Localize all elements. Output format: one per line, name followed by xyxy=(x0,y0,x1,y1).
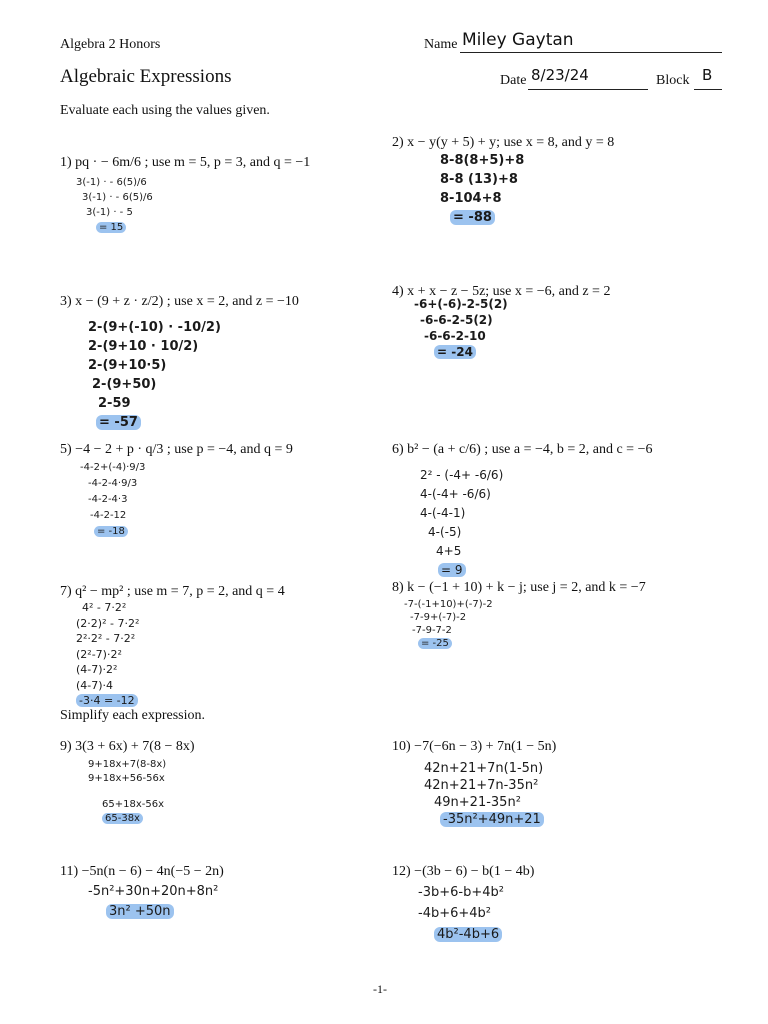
work-step: 9+18x+56-56x xyxy=(88,773,165,784)
problem-expression: x + x − z − 5z; use x = −6, and z = 2 xyxy=(407,284,611,299)
work-12 xyxy=(418,882,504,945)
problem-8 xyxy=(392,580,646,596)
problem-number: 4) xyxy=(392,284,404,299)
work-step: 65+18x-56x xyxy=(102,799,164,810)
problem-10 xyxy=(392,739,556,755)
problem-5 xyxy=(60,442,293,458)
problem-7 xyxy=(60,584,285,600)
work-step: 8-8(8+5)+8 xyxy=(440,153,525,168)
instructions-simplify: Simplify each expression. xyxy=(60,708,206,723)
problem-number: 3) xyxy=(60,294,72,309)
problem-expression: −4 − 2 + p · q/3 ; use p = −4, and q = 9 xyxy=(75,442,293,457)
work-step: 3(-1) · - 5 xyxy=(86,207,133,218)
problem-12 xyxy=(392,864,534,880)
problem-2 xyxy=(392,135,614,151)
work-step: -4-2-4·3 xyxy=(88,494,128,505)
work-step: -4-2+(-4)·9/3 xyxy=(80,462,146,473)
work-6 xyxy=(420,466,503,580)
work-step: 49n+21-35n² xyxy=(434,795,521,810)
work-8 xyxy=(404,598,493,650)
work-step: -6+(-6)-2-5(2) xyxy=(414,297,508,311)
work-step: 4+5 xyxy=(436,544,462,558)
instructions: Evaluate each using the values given. xyxy=(60,103,270,118)
work-step: 8-8 (13)+8 xyxy=(440,172,518,187)
work-step: 2-(9+10 · 10/2) xyxy=(88,339,199,354)
work-step: 4-(-4-1) xyxy=(420,506,466,520)
work-step: -7-9-7-2 xyxy=(412,625,452,636)
work-11 xyxy=(88,882,218,922)
answer: = -18 xyxy=(94,526,128,537)
date-value: 8/23/24 xyxy=(531,66,589,84)
page-title: Algebraic Expressions xyxy=(60,66,232,87)
work-step: 3(-1) · - 6(5)/6 xyxy=(82,192,153,203)
answer: = -25 xyxy=(418,638,452,649)
work-step: (2²-7)·2² xyxy=(76,647,122,661)
problem-expression: q² − mp² ; use m = 7, p = 2, and q = 4 xyxy=(75,584,285,599)
work-step: 2-59 xyxy=(98,396,131,411)
problem-number: 2) xyxy=(392,135,404,150)
work-step: 42n+21+7n-35n² xyxy=(424,778,539,793)
work-step: 4-(-5) xyxy=(428,525,462,539)
work-step: -6-6-2-10 xyxy=(424,329,486,343)
problem-expression: −5n(n − 6) − 4n(−5 − 2n) xyxy=(81,864,224,879)
answer: = 15 xyxy=(96,222,126,233)
work-step: 2-(9+10·5) xyxy=(88,358,167,373)
work-step: -5n²+30n+20n+8n² xyxy=(88,884,219,899)
work-step: 9+18x+7(8-8x) xyxy=(88,759,167,770)
work-2 xyxy=(440,151,524,227)
problem-number: 1) xyxy=(60,155,72,170)
work-step: -7-9+(-7)-2 xyxy=(410,612,467,623)
work-step: 2²·2² - 7·2² xyxy=(76,632,136,645)
problem-number: 8) xyxy=(392,580,404,595)
answer: = -24 xyxy=(434,345,476,359)
problem-number: 5) xyxy=(60,442,72,457)
work-step: 2-(9+50) xyxy=(92,377,157,392)
work-step: 4-(-4+ -6/6) xyxy=(420,487,491,501)
problem-expression: −7(−6n − 3) + 7n(1 − 5n) xyxy=(414,739,557,754)
date-underline xyxy=(528,89,648,90)
problem-number: 12) xyxy=(392,864,411,879)
work-step: (2·2)² - 7·2² xyxy=(76,616,140,630)
problem-expression: −(3b − 6) − b(1 − 4b) xyxy=(414,864,535,879)
answer: 65-38x xyxy=(102,813,143,824)
work-step: -6-6-2-5(2) xyxy=(420,313,493,327)
answer: = 9 xyxy=(438,563,466,577)
work-step: (4-7)·2² xyxy=(76,663,118,676)
problem-expression: x − y(y + 5) + y; use x = 8, and y = 8 xyxy=(407,135,615,150)
problem-number: 7) xyxy=(60,584,72,599)
problem-number: 6) xyxy=(392,442,404,457)
block-value: B xyxy=(702,66,713,84)
work-step: -4-2-4·9/3 xyxy=(88,478,138,489)
answer: = -57 xyxy=(96,415,141,430)
work-step: -7-(-1+10)+(-7)-2 xyxy=(404,599,493,610)
work-step: -3b+6-b+4b² xyxy=(418,885,504,900)
work-3 xyxy=(88,318,221,432)
work-step: 2-(9+(-10) · -10/2) xyxy=(88,320,221,335)
course-name: Algebra 2 Honors xyxy=(60,37,161,52)
work-4 xyxy=(414,296,508,360)
answer: 4b²-4b+6 xyxy=(434,927,502,942)
problem-expression: k − (−1 + 10) + k − j; use j = 2, and k = −7 xyxy=(407,580,646,595)
date-label: Date xyxy=(500,73,527,88)
problem-number: 11) xyxy=(60,864,79,879)
page-number: -1- xyxy=(373,982,387,996)
work-5 xyxy=(80,460,145,540)
name-label: Name xyxy=(424,37,458,52)
name-underline xyxy=(460,52,722,53)
answer: 3n² +50n xyxy=(106,904,174,919)
block-underline xyxy=(694,89,722,90)
problem-expression: b² − (a + c/6) ; use a = −4, b = 2, and c = −6 xyxy=(407,442,653,457)
work-step: (4-7)·4 xyxy=(76,678,114,692)
problem-11 xyxy=(60,864,224,880)
work-7 xyxy=(76,600,139,709)
problem-3 xyxy=(60,294,299,310)
problem-expression: 3(3 + 6x) + 7(8 − 8x) xyxy=(75,739,195,754)
work-step: 8-104+8 xyxy=(440,191,502,206)
problem-9 xyxy=(60,739,195,755)
work-step: 4² - 7·2² xyxy=(82,601,127,614)
block-label: Block xyxy=(656,73,690,88)
problem-expression: x − (9 + z · z/2) ; use x = 2, and z = −10 xyxy=(75,294,299,309)
problem-number: 10) xyxy=(392,739,411,754)
student-name: Miley Gaytan xyxy=(462,30,574,50)
work-10 xyxy=(424,760,544,828)
work-1 xyxy=(76,175,153,235)
work-step: 2² - (-4+ -6/6) xyxy=(420,468,504,482)
problem-expression: pq · − 6m/6 ; use m = 5, p = 3, and q = −1 xyxy=(75,155,311,170)
answer: -35n²+49n+21 xyxy=(440,812,544,827)
work-step: 3(-1) · - 6(5)/6 xyxy=(76,177,147,188)
problem-1 xyxy=(60,155,310,171)
answer: -3·4 = -12 xyxy=(76,694,138,707)
work-9 xyxy=(88,758,166,826)
work-step: -4b+6+4b² xyxy=(418,906,492,921)
work-step: 42n+21+7n(1-5n) xyxy=(424,761,544,776)
problem-number: 9) xyxy=(60,739,72,754)
work-step: -4-2-12 xyxy=(90,510,127,521)
problem-6 xyxy=(392,442,652,458)
answer: = -88 xyxy=(450,210,495,225)
